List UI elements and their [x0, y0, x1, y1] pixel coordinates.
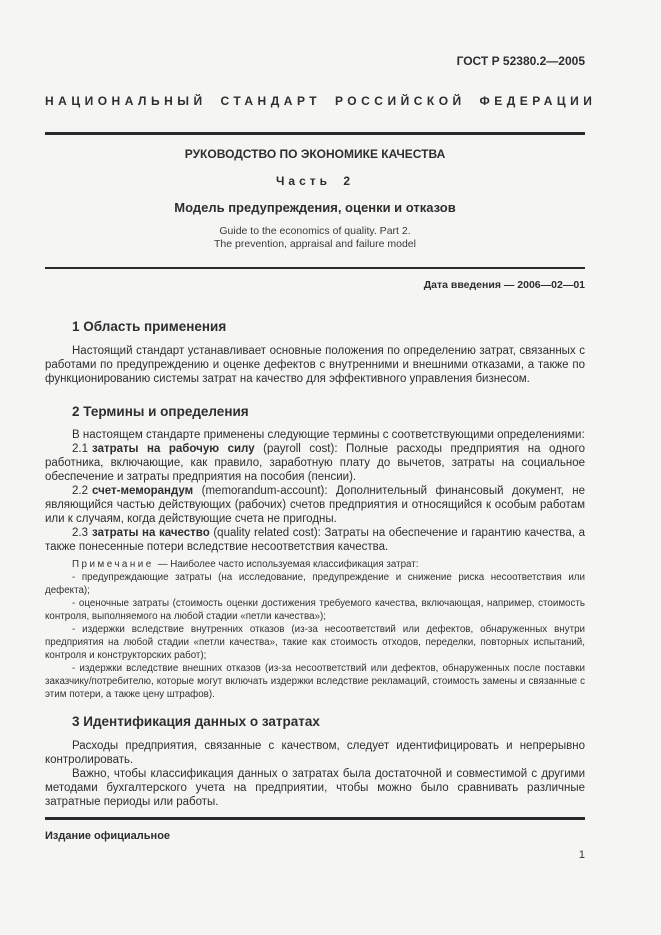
term-quality-related-cost: [45, 526, 585, 554]
term-name: счет-меморандум: [92, 485, 194, 497]
section-3-heading: 3 Идентификация данных о затратах: [72, 714, 320, 729]
edition-label: Издание официальное: [45, 830, 171, 842]
header-rule: [45, 132, 585, 135]
term-number: 2.3: [72, 527, 88, 539]
note-intro-text: — Наиболее часто используемая классификация затрат:: [157, 559, 419, 570]
doc-code: ГОСТ Р 52380.2—2005: [456, 54, 585, 68]
doc-title-main: РУКОВОДСТВО ПО ЭКОНОМИКЕ КАЧЕСТВА: [184, 147, 446, 161]
term-payroll-cost: [45, 442, 585, 484]
date-rule: [45, 267, 585, 269]
note-item-external-failure-costs: - издержки вследствие внешних отказов (из-за несоответствий или дефектов, обнаруженных после поставки заказчику/потребителю, которые могут включать издержки вследствие рекламаций, стоимость замены и связанные с этим потери, а также цену штрафов).: [45, 663, 585, 700]
doc-title-english-line1: Guide to the economics of quality. Part 2.: [219, 225, 411, 237]
section-2-intro: В настоящем стандарте применены следующие термины с соответствующими определениями:: [72, 429, 585, 441]
term-definition: (quality related cost): Затраты на обеспечение и гарантию качества, а также понесенные потери вследствие несоответствия качества.: [45, 527, 585, 553]
section-2-heading: 2 Термины и определения: [72, 404, 249, 419]
page-number: 1: [578, 849, 585, 861]
national-standard-heading: НАЦИОНАЛЬНЫЙ СТАНДАРТ РОССИЙСКОЙ ФЕДЕРАЦИИ: [45, 94, 597, 108]
doc-title-part: Часть 2: [275, 174, 355, 188]
footer-rule: [45, 817, 585, 820]
term-number: 2.2: [72, 485, 88, 497]
section-1-paragraph: Настоящий стандарт устанавливает основные положения по определению затрат, связанных с работами по предупреждению и оценке дефектов с внутренними и внешними отказами, а также по функционированию системы затрат на качество для эффективного управления бизнесом.: [45, 345, 585, 385]
term-name: затраты на качество: [92, 527, 210, 539]
term-definition: (payroll cost): Полные расходы предприятия на одного работника, включающие, как правило, заработную плату до вычетов, затраты на социальное обеспечение и затраты предприятия на пособия (пенсии).: [45, 443, 585, 483]
section-3-paragraph-2: Важно, чтобы классификация данных о затратах была достаточной и совместимой с другими методами бухгалтерского учета на предприятии, чтобы можно было сравнивать различные затратные периоды или работы.: [45, 768, 585, 808]
note-intro-line: [45, 558, 585, 571]
note-label: Примечание: [72, 559, 154, 570]
effective-date: Дата введения — 2006—02—01: [423, 279, 585, 291]
note-item-internal-failure-costs: - издержки вследствие внутренних отказов (из-за несоответствий или дефектов, обнаруженных внутри предприятия на любой стадии «петли качества», такие как стоимость отходов, переделки, повторных испытаний, контроля и конструкторских работ);: [45, 624, 585, 661]
note-item-appraisal-costs: - оценочные затраты (стоимость оценки достижения требуемого качества, включающая, например, стоимость контроля, выполняемого на любой стадии «петли качества»);: [45, 598, 585, 622]
term-definition: (memorandum-account): Дополнительный финансовый документ, не являющийся частью действующих (рабочих) счетов предприятия и относящийся к особым работам или к случаям, когда действующие счета не пригодны.: [45, 485, 585, 525]
term-name: затраты на рабочую силу: [92, 443, 255, 455]
term-number: 2.1: [72, 443, 88, 455]
doc-title-english-line2: The prevention, appraisal and failure model: [214, 238, 416, 250]
note-block: [45, 558, 585, 701]
note-item-prevention-costs: - предупреждающие затраты (на исследование, предупреждение и снижение риска несоответствия или дефекта);: [45, 572, 585, 596]
section-3-paragraph-1: Расходы предприятия, связанные с качеством, следует идентифицировать и непрерывно контролировать.: [45, 740, 585, 766]
section-1-heading: 1 Область применения: [72, 319, 227, 334]
term-memorandum-account: [45, 484, 585, 526]
doc-title-subtitle: Модель предупреждения, оценки и отказов: [174, 200, 456, 215]
